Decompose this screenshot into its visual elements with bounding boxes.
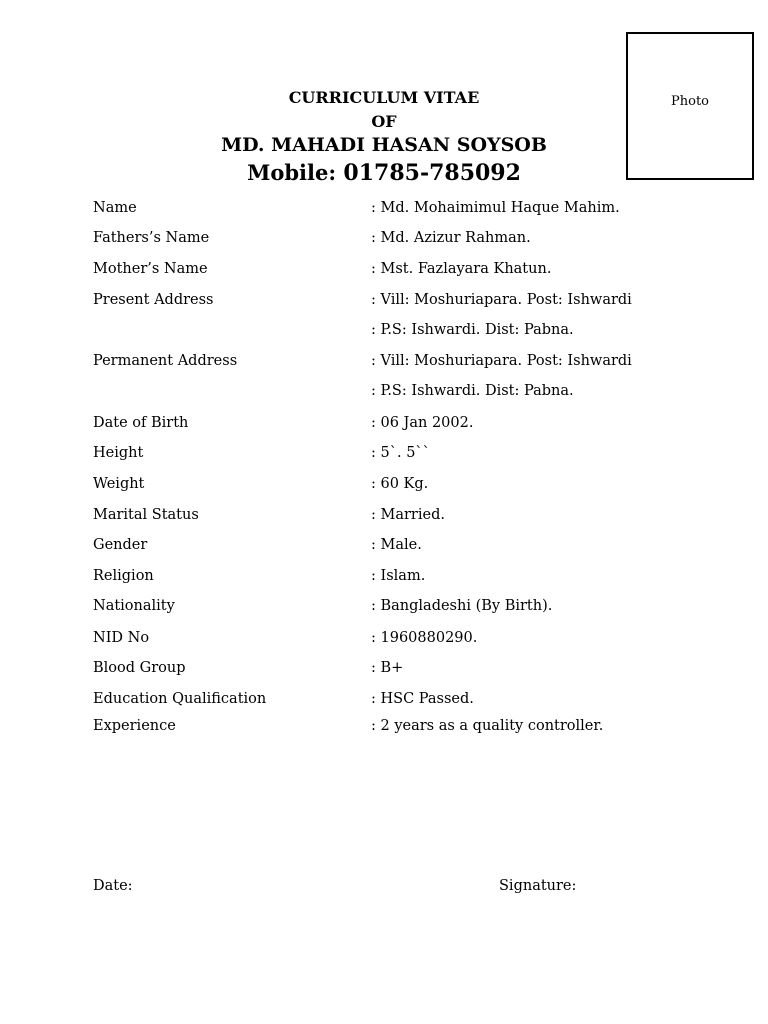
field-row-blood-group bbox=[0, 660, 768, 682]
field-row-present-address-cont bbox=[0, 322, 768, 344]
field-label: Name bbox=[93, 200, 137, 216]
field-value: : Bangladeshi (By Birth). bbox=[371, 598, 553, 614]
field-value: : Vill: Moshuriapara. Post: Ishwardi bbox=[371, 353, 632, 369]
mobile-line bbox=[0, 160, 768, 186]
field-row-experience bbox=[0, 718, 768, 740]
field-label: Marital Status bbox=[93, 507, 199, 523]
field-value: : Md. Azizur Rahman. bbox=[371, 230, 531, 246]
field-row-name bbox=[0, 200, 768, 222]
field-label: Permanent Address bbox=[93, 353, 238, 369]
photo-label: Photo bbox=[671, 94, 709, 109]
field-label: Weight bbox=[93, 476, 145, 492]
mobile-label: Mobile: bbox=[247, 160, 337, 185]
field-value: : Md. Mohaimimul Haque Mahim. bbox=[371, 200, 620, 216]
field-label: Education Qualification bbox=[93, 691, 267, 707]
field-row-permanent-address-cont bbox=[0, 383, 768, 405]
field-row-gender bbox=[0, 537, 768, 559]
field-label: Gender bbox=[93, 537, 148, 553]
field-value: : 60 Kg. bbox=[371, 476, 429, 492]
field-label: Mother’s Name bbox=[93, 261, 208, 277]
field-label: Present Address bbox=[93, 292, 214, 308]
date-label: Date: bbox=[93, 878, 133, 894]
field-row-nid-no bbox=[0, 630, 768, 652]
field-label: Nationality bbox=[93, 598, 175, 614]
field-row-religion bbox=[0, 568, 768, 590]
field-label: NID No bbox=[93, 630, 150, 646]
field-value: : P.S: Ishwardi. Dist: Pabna. bbox=[371, 322, 574, 338]
field-label: Experience bbox=[93, 718, 176, 734]
field-value: : P.S: Ishwardi. Dist: Pabna. bbox=[371, 383, 574, 399]
field-value: : Male. bbox=[371, 537, 422, 553]
field-label: Date of Birth bbox=[93, 415, 189, 431]
document-title: CURRICULUM VITAE bbox=[288, 88, 480, 107]
field-row-date-of-birth bbox=[0, 415, 768, 437]
field-value: : 06 Jan 2002. bbox=[371, 415, 474, 431]
field-value: : Mst. Fazlayara Khatun. bbox=[371, 261, 552, 277]
field-label: Religion bbox=[93, 568, 154, 584]
field-value: : B+ bbox=[371, 660, 404, 676]
signature-label: Signature: bbox=[499, 878, 577, 894]
field-row-weight bbox=[0, 476, 768, 498]
field-row-permanent-address bbox=[0, 353, 768, 375]
field-label: Blood Group bbox=[93, 660, 186, 676]
field-label: Height bbox=[93, 445, 144, 461]
mobile-number: 01785-785092 bbox=[343, 160, 521, 186]
field-row-nationality bbox=[0, 598, 768, 620]
field-row-education-qualification bbox=[0, 691, 768, 713]
field-row-present-address bbox=[0, 292, 768, 314]
field-row-marital-status bbox=[0, 507, 768, 529]
field-row-mothers-name bbox=[0, 261, 768, 283]
document-title-of: OF bbox=[371, 112, 397, 131]
field-value: : 5`. 5`` bbox=[371, 445, 430, 461]
field-value: : HSC Passed. bbox=[371, 691, 474, 707]
field-value: : 1960880290. bbox=[371, 630, 478, 646]
field-row-height bbox=[0, 445, 768, 467]
field-value: : 2 years as a quality controller. bbox=[371, 718, 604, 734]
field-label: Fathers’s Name bbox=[93, 230, 210, 246]
field-value: : Married. bbox=[371, 507, 445, 523]
field-value: : Vill: Moshuriapara. Post: Ishwardi bbox=[371, 292, 632, 308]
field-value: : Islam. bbox=[371, 568, 426, 584]
field-row-fathers-name bbox=[0, 230, 768, 252]
candidate-name-heading: MD. MAHADI HASAN SOYSOB bbox=[221, 134, 547, 156]
